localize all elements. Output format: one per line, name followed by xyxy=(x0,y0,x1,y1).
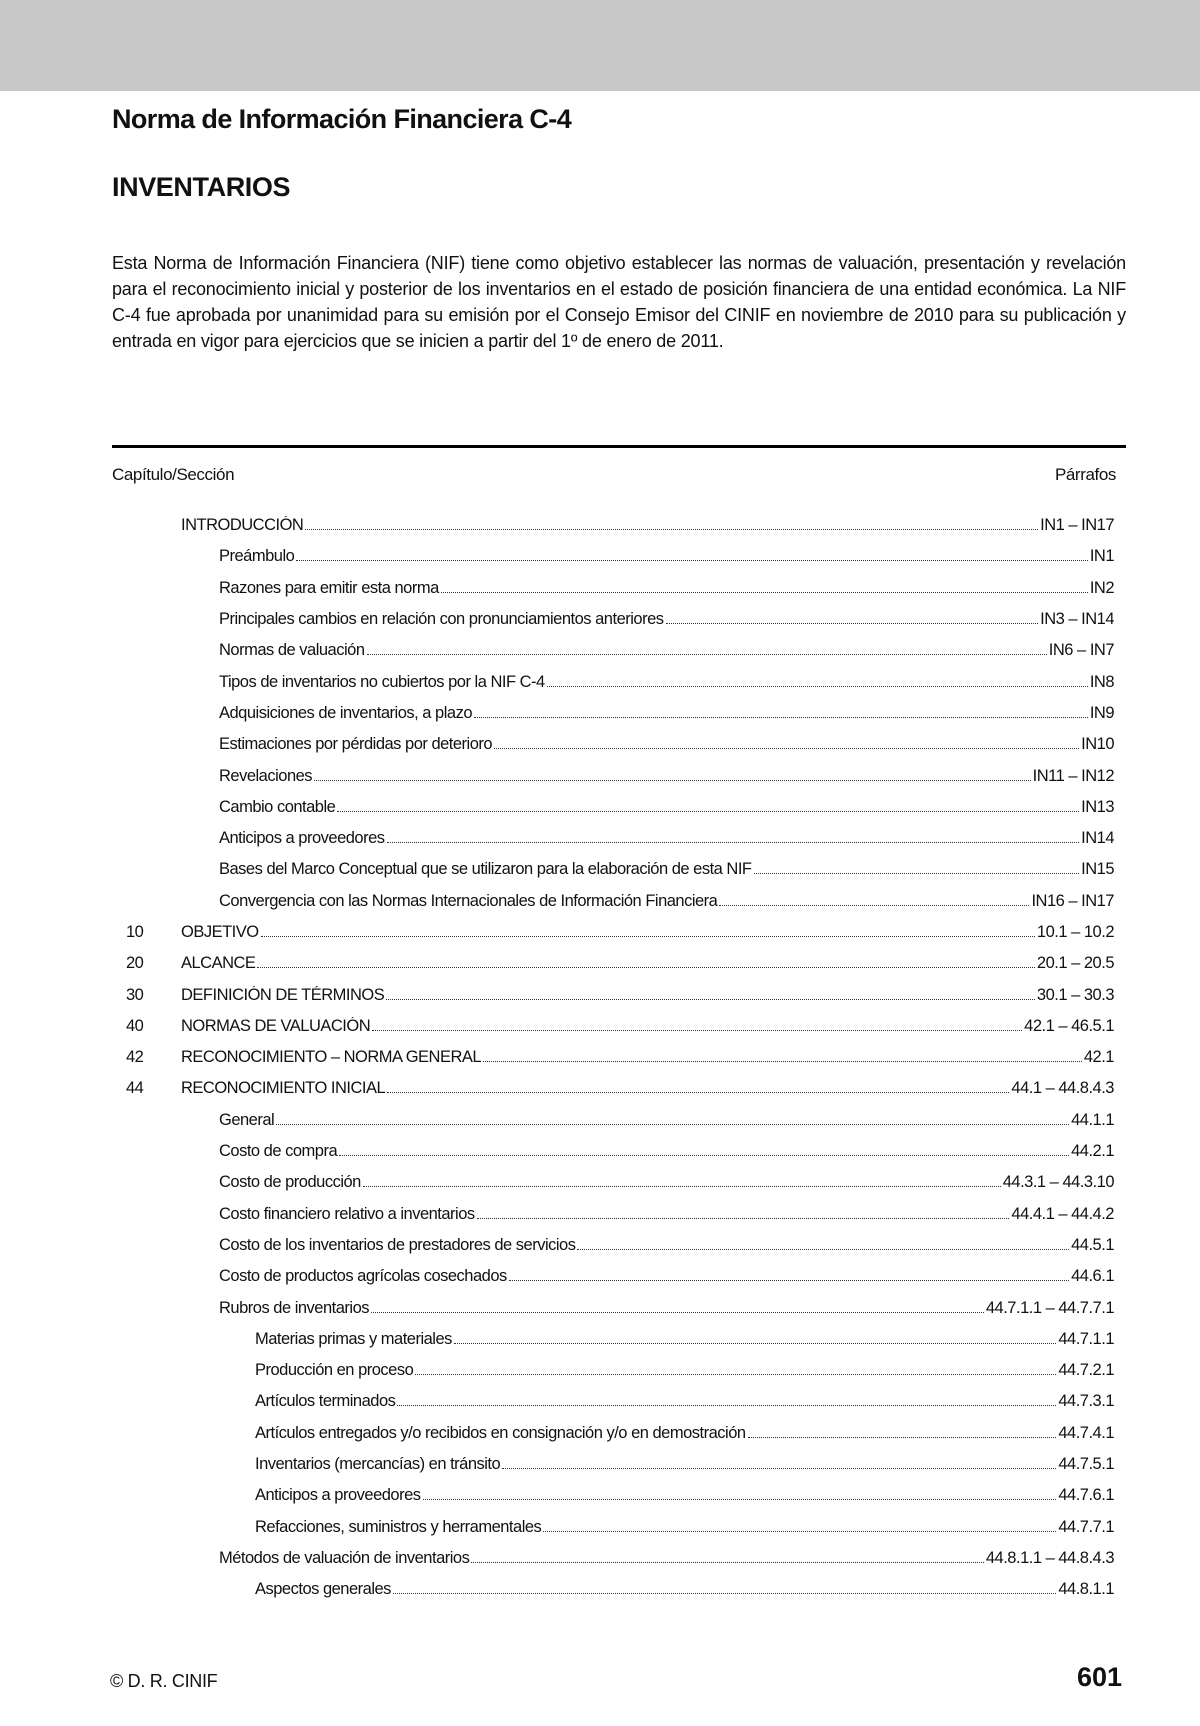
toc-paragraph-range: 44.1 – 44.8.4.3 xyxy=(1011,1079,1114,1098)
intro-paragraph: Esta Norma de Información Financiera (NIF) tiene como objetivo establecer las normas de valuación, presentación y revelación para el reconocimiento inicial y posterior de los inventarios en el estado de posición financiera de una entidad económica. La NIF C-4 fue aprobada por unanimidad para su emisión por el Consejo Emisor del CINIF en noviembre de 2010 para su publicación y entrada en vigor para ejercicios que se inicien a partir del 1º de enero de 2011. xyxy=(112,253,1126,351)
toc-row xyxy=(112,1324,1114,1355)
toc-row xyxy=(112,1105,1114,1136)
toc-section-number: 44 xyxy=(126,1079,144,1098)
toc-entry xyxy=(219,1173,1114,1192)
toc-dot-leader xyxy=(339,1154,1069,1156)
toc-entry-title: Refacciones, suministros y herramentales xyxy=(255,1517,542,1536)
toc-row xyxy=(112,886,1114,917)
toc-dot-leader xyxy=(296,559,1088,561)
toc-entry xyxy=(255,1330,1114,1349)
toc-row xyxy=(112,1073,1114,1104)
toc-row xyxy=(112,666,1114,697)
toc-paragraph-range: 44.8.1.1 xyxy=(1058,1580,1114,1599)
toc-entry-title: General xyxy=(219,1110,275,1129)
toc-entry xyxy=(255,1518,1114,1537)
toc-entry xyxy=(219,892,1114,911)
toc-entry-title: Revelaciones xyxy=(219,766,313,785)
toc-entry-title: ALCANCE xyxy=(181,954,256,973)
toc-paragraph-range: 44.2.1 xyxy=(1071,1142,1114,1161)
toc-dot-leader xyxy=(543,1530,1056,1532)
document-title: Norma de Información Financiera C-4 xyxy=(112,104,572,134)
toc-dot-leader xyxy=(261,935,1035,937)
toc-dot-leader xyxy=(748,1436,1057,1438)
toc-paragraph-range: 42.1 xyxy=(1083,1048,1114,1067)
toc-entry xyxy=(219,610,1114,629)
toc-paragraph-range: IN10 xyxy=(1081,735,1114,754)
toc-paragraph-range: 44.7.1.1 – 44.7.7.1 xyxy=(985,1298,1114,1317)
toc-paragraph-range: 44.8.1.1 – 44.8.4.3 xyxy=(985,1548,1114,1567)
toc-row xyxy=(112,1574,1114,1605)
toc-paragraph-range: IN2 xyxy=(1089,578,1114,597)
toc-entry-title: Costo de compra xyxy=(219,1142,338,1161)
toc-section-number: 40 xyxy=(126,1016,144,1035)
toc-dot-leader xyxy=(363,1185,1001,1187)
toc-dot-leader xyxy=(754,872,1080,874)
toc-paragraph-range: 10.1 – 10.2 xyxy=(1036,923,1114,941)
toc-entry xyxy=(219,1205,1114,1224)
toc-paragraph-range: IN13 xyxy=(1081,797,1114,816)
toc-dot-leader xyxy=(494,747,1079,749)
toc-row xyxy=(112,1230,1114,1261)
toc-row xyxy=(112,1292,1114,1323)
toc-row xyxy=(112,1355,1114,1386)
toc-paragraph-range: IN8 xyxy=(1089,672,1114,691)
toc-entry xyxy=(255,1361,1114,1380)
toc-entry xyxy=(219,579,1114,598)
toc-dot-leader xyxy=(423,1498,1057,1500)
toc-row xyxy=(112,1167,1114,1198)
toc-entry xyxy=(219,798,1114,817)
toc-entry xyxy=(219,1267,1114,1286)
toc-entry-title: Razones para emitir esta norma xyxy=(219,578,439,597)
toc-entry xyxy=(181,516,1114,535)
toc-paragraph-range: IN11 – IN12 xyxy=(1032,766,1114,785)
toc-row xyxy=(112,948,1114,979)
toc-dot-leader xyxy=(577,1248,1069,1250)
toc-entry xyxy=(181,1079,1114,1098)
toc-paragraph-range: IN15 xyxy=(1081,860,1114,879)
toc-dot-leader xyxy=(387,841,1080,843)
toc-entry-title: Cambio contable xyxy=(219,797,336,816)
toc-row xyxy=(112,792,1114,823)
toc-row xyxy=(112,635,1114,666)
toc-header-chapter: Capítulo/Sección xyxy=(112,465,235,484)
toc-dot-leader xyxy=(372,1029,1022,1031)
toc-entry-title: Métodos de valuación de inventarios xyxy=(219,1548,470,1567)
toc-row xyxy=(112,1480,1114,1511)
toc-dot-leader xyxy=(719,904,1029,906)
toc-entry-title: Costo de producción xyxy=(219,1173,361,1192)
toc-entry-title: Costo de los inventarios de prestadores de servicios xyxy=(219,1235,576,1254)
toc-entry-title: Estimaciones por pérdidas por deterioro xyxy=(219,735,493,754)
toc-paragraph-range: 20.1 – 20.5 xyxy=(1036,954,1114,973)
toc-dot-leader xyxy=(477,1217,1010,1219)
toc-dot-leader xyxy=(547,685,1088,687)
toc-dot-leader xyxy=(502,1467,1056,1469)
toc-row xyxy=(112,729,1114,760)
table-of-contents xyxy=(112,510,1114,1605)
toc-entry-title: Tipos de inventarios no cubiertos por la NIF C-4 xyxy=(219,672,545,691)
toc-dot-leader xyxy=(337,810,1079,812)
toc-entry-title: Normas de valuación xyxy=(219,641,365,660)
toc-entry-title: Anticipos a proveedores xyxy=(255,1486,421,1505)
toc-entry-title: Principales cambios en relación con pronunciamientos anteriores xyxy=(219,610,664,629)
toc-entry-title: INTRODUCCIÓN xyxy=(181,516,304,535)
toc-dot-leader xyxy=(393,1592,1056,1594)
toc-dot-leader xyxy=(257,966,1034,968)
toc-entry xyxy=(219,1299,1114,1318)
toc-entry-title: Costo de productos agrícolas cosechados xyxy=(219,1267,507,1286)
toc-row xyxy=(112,823,1114,854)
toc-paragraph-range: 44.1.1 xyxy=(1071,1110,1114,1129)
footer-copyright: © D. R. CINIF xyxy=(110,1671,218,1691)
toc-paragraph-range: IN14 xyxy=(1081,829,1114,848)
toc-entry xyxy=(255,1580,1114,1599)
toc-entry-title: Anticipos a proveedores xyxy=(219,829,385,848)
toc-entry xyxy=(219,673,1114,692)
toc-entry xyxy=(219,641,1114,660)
toc-row xyxy=(112,1512,1114,1543)
toc-header-paragraphs: Párrafos xyxy=(1054,465,1116,484)
toc-entry xyxy=(255,1455,1114,1474)
toc-paragraph-range: IN6 – IN7 xyxy=(1048,641,1114,660)
toc-paragraph-range: 30.1 – 30.3 xyxy=(1036,985,1114,1004)
toc-entry xyxy=(219,860,1114,879)
toc-row xyxy=(112,1042,1114,1073)
toc-entry-title: Preámbulo xyxy=(219,547,295,566)
toc-entry xyxy=(219,704,1114,723)
toc-row xyxy=(112,1418,1114,1449)
toc-dot-leader xyxy=(415,1373,1056,1375)
toc-paragraph-range: 44.7.5.1 xyxy=(1058,1455,1114,1474)
toc-section-number: 10 xyxy=(126,923,144,941)
toc-entry xyxy=(181,1048,1114,1067)
toc-row xyxy=(112,1543,1114,1574)
toc-entry xyxy=(181,923,1114,942)
toc-dot-leader xyxy=(666,622,1039,624)
toc-entry-title: NORMAS DE VALUACIÓN xyxy=(181,1016,371,1035)
toc-entry xyxy=(181,954,1114,973)
toc-entry-title: Bases del Marco Conceptual que se utilizaron para la elaboración de esta NIF xyxy=(219,860,752,879)
toc-dot-leader xyxy=(371,1311,984,1313)
toc-entry-title: RECONOCIMIENTO INICIAL xyxy=(181,1079,386,1098)
toc-entry xyxy=(219,1549,1114,1568)
toc-entry-title: Artículos entregados y/o recibidos en consignación y/o en demostración xyxy=(255,1423,746,1442)
toc-entry xyxy=(255,1424,1114,1443)
toc-row xyxy=(112,573,1114,604)
toc-entry xyxy=(181,1017,1114,1036)
toc-entry-title: Artículos terminados xyxy=(255,1392,396,1411)
toc-entry-title: Materias primas y materiales xyxy=(255,1329,452,1348)
toc-entry xyxy=(219,767,1114,786)
toc-dot-leader xyxy=(387,1091,1009,1093)
toc-paragraph-range: 44.3.1 – 44.3.10 xyxy=(1002,1173,1114,1192)
toc-dot-leader xyxy=(397,1404,1056,1406)
toc-paragraph-range: 44.7.3.1 xyxy=(1058,1392,1114,1411)
document-subtitle: INVENTARIOS xyxy=(112,172,291,202)
toc-entry xyxy=(219,1236,1114,1255)
toc-paragraph-range: IN1 xyxy=(1089,547,1114,566)
toc-paragraph-range: IN1 – IN17 xyxy=(1040,516,1114,535)
toc-section-number: 30 xyxy=(126,985,144,1004)
toc-paragraph-range: 44.4.1 – 44.4.2 xyxy=(1011,1204,1114,1223)
toc-entry xyxy=(255,1392,1114,1411)
toc-divider xyxy=(112,445,1126,448)
toc-dot-leader xyxy=(367,653,1047,655)
toc-row xyxy=(112,917,1114,948)
toc-entry-title: Aspectos generales xyxy=(255,1580,391,1599)
toc-row xyxy=(112,510,1114,541)
toc-entry-title: Inventarios (mercancías) en tránsito xyxy=(255,1455,501,1474)
toc-entry-title: Adquisiciones de inventarios, a plazo xyxy=(219,703,473,722)
toc-entry xyxy=(255,1486,1114,1505)
toc-row xyxy=(112,1199,1114,1230)
page-number: 601 xyxy=(1076,1662,1122,1692)
toc-paragraph-range: 44.7.4.1 xyxy=(1058,1423,1114,1442)
toc-entry xyxy=(219,829,1114,848)
toc-entry xyxy=(219,735,1114,754)
toc-dot-leader xyxy=(471,1561,984,1563)
toc-section-number: 42 xyxy=(126,1048,144,1067)
toc-row xyxy=(112,541,1114,572)
toc-paragraph-range: IN3 – IN14 xyxy=(1040,610,1114,629)
toc-dot-leader xyxy=(386,998,1035,1000)
toc-dot-leader xyxy=(483,1060,1082,1062)
toc-paragraph-range: 44.7.1.1 xyxy=(1058,1329,1114,1348)
toc-entry-title: Costo financiero relativo a inventarios xyxy=(219,1204,475,1223)
toc-row xyxy=(112,1136,1114,1167)
toc-dot-leader xyxy=(474,716,1088,718)
toc-row xyxy=(112,979,1114,1010)
toc-dot-leader xyxy=(454,1342,1056,1344)
toc-entry-title: RECONOCIMIENTO – NORMA GENERAL xyxy=(181,1048,482,1067)
toc-paragraph-range: 44.7.7.1 xyxy=(1058,1517,1114,1536)
toc-dot-leader xyxy=(441,591,1088,593)
toc-entry-title: Producción en proceso xyxy=(255,1361,414,1380)
toc-row xyxy=(112,698,1114,729)
toc-row xyxy=(112,604,1114,635)
toc-paragraph-range: IN16 – IN17 xyxy=(1031,891,1114,910)
toc-row xyxy=(112,1386,1114,1417)
toc-entry-title: OBJETIVO xyxy=(181,923,259,941)
toc-paragraph-range: 42.1 – 46.5.1 xyxy=(1024,1016,1114,1035)
toc-section-number: 20 xyxy=(126,954,144,973)
toc-entry-title: DEFINICIÓN DE TÉRMINOS xyxy=(181,985,385,1004)
toc-entry-title: Convergencia con las Normas Internacionales de Información Financiera xyxy=(219,891,718,910)
toc-paragraph-range: IN9 xyxy=(1089,703,1114,722)
toc-entry xyxy=(181,986,1114,1005)
toc-dot-leader xyxy=(305,528,1038,530)
toc-paragraph-range: 44.6.1 xyxy=(1071,1267,1114,1286)
toc-entry xyxy=(219,1111,1114,1130)
toc-dot-leader xyxy=(276,1123,1069,1125)
toc-row xyxy=(112,854,1114,885)
toc-paragraph-range: 44.7.2.1 xyxy=(1058,1361,1114,1380)
toc-entry xyxy=(219,547,1114,566)
toc-row xyxy=(112,1261,1114,1292)
toc-entry xyxy=(219,1142,1114,1161)
toc-paragraph-range: 44.5.1 xyxy=(1071,1235,1114,1254)
toc-dot-leader xyxy=(509,1279,1069,1281)
top-banner xyxy=(0,0,1200,91)
toc-row xyxy=(112,1449,1114,1480)
toc-row xyxy=(112,760,1114,791)
toc-header xyxy=(112,465,1116,485)
toc-dot-leader xyxy=(314,779,1031,781)
toc-row xyxy=(112,1011,1114,1042)
toc-paragraph-range: 44.7.6.1 xyxy=(1058,1486,1114,1505)
toc-entry-title: Rubros de inventarios xyxy=(219,1298,370,1317)
